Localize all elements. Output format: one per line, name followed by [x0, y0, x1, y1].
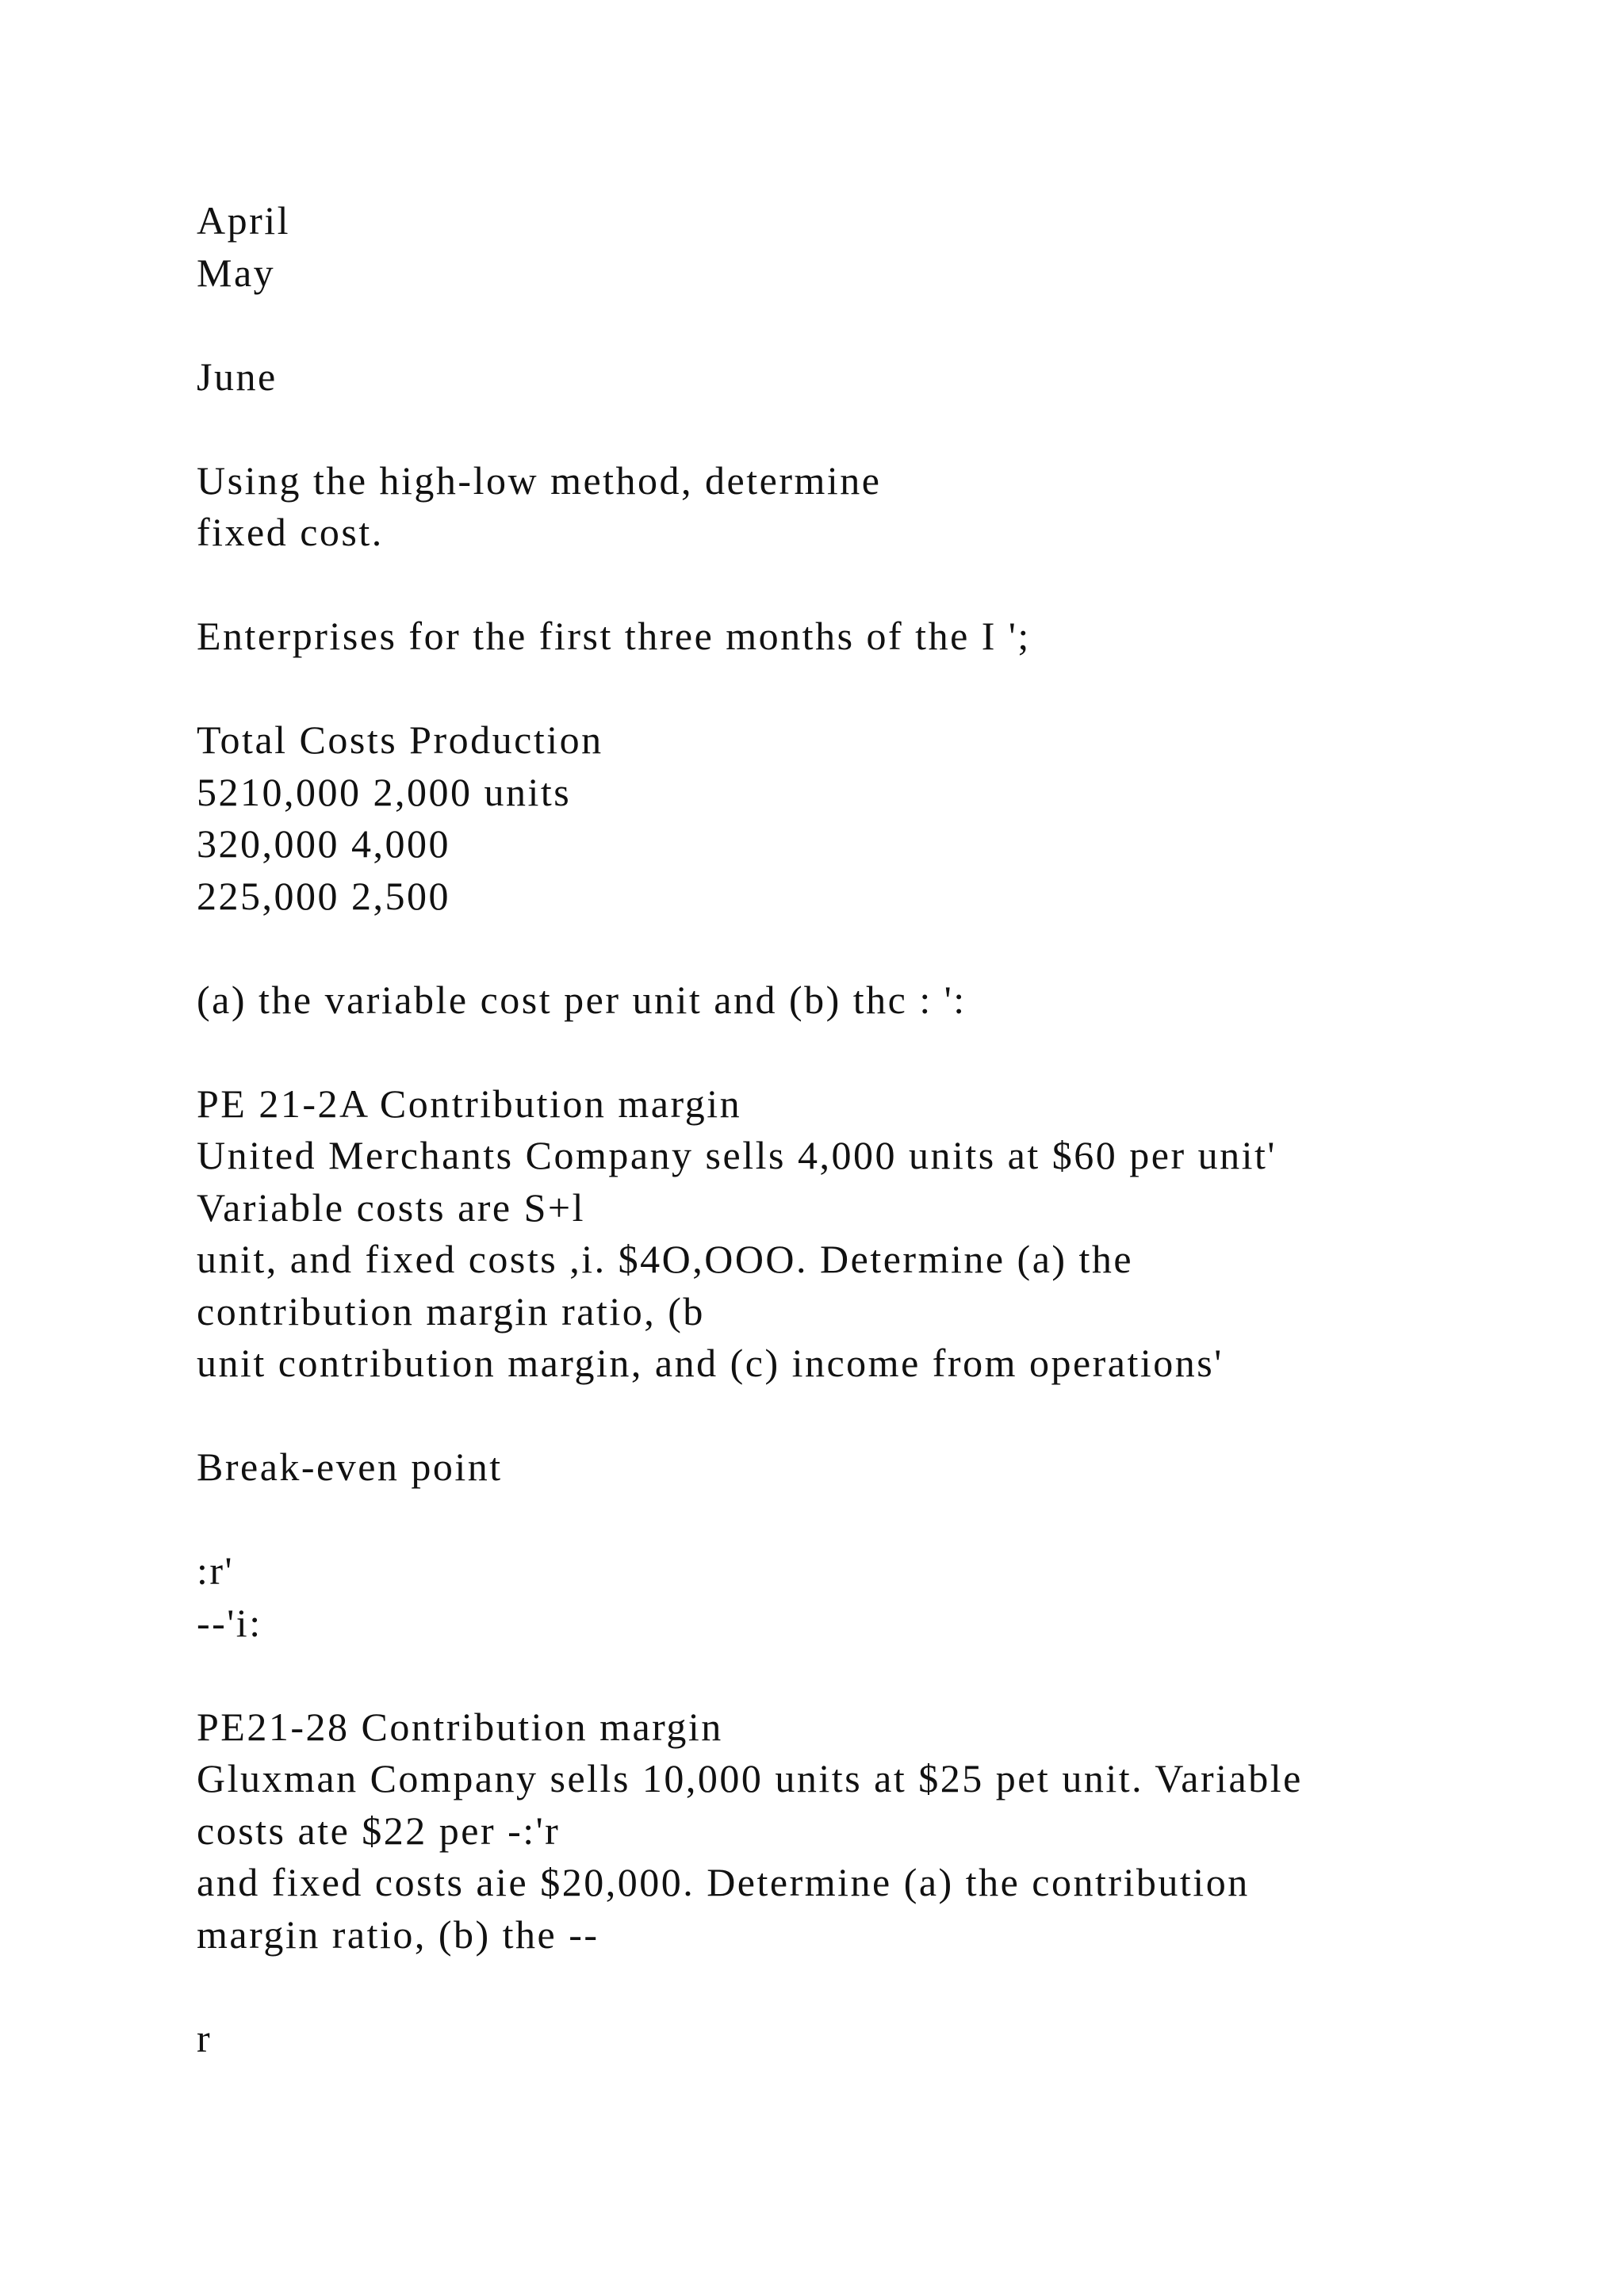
text-line-june: June	[197, 354, 278, 399]
blank-line	[197, 1026, 1545, 1078]
blank-line	[197, 299, 1545, 351]
text-line-variable-costs: Variable costs are S+l	[197, 1184, 586, 1230]
text-line-break-even: Break-even point	[197, 1445, 503, 1489]
text-line-margin-ratio: margin ratio, (b) the --	[197, 1911, 599, 1957]
text-line-fixed-costs: unit, and fixed costs ,i. $4O,OOO. Determine (a) the	[197, 1237, 1134, 1281]
text-line-pe-21-2a-heading: PE 21-2A Contribution margin	[197, 1081, 742, 1126]
blank-line	[197, 1494, 1545, 1546]
text-line-fixed-costs-aie: and fixed costs aie $20,000. Determine (a) the contribution	[197, 1860, 1250, 1904]
blank-line	[197, 663, 1545, 715]
text-line-unit-cm: unit contribution margin, and (c) income from operations'	[197, 1341, 1224, 1385]
text-line-data-row-1: 5210,000 2,000 units	[197, 769, 572, 814]
text-line-variable-cost-question: (a) the variable cost per unit and (b) thc : ':	[197, 977, 967, 1022]
blank-line	[197, 1961, 1545, 2013]
text-line-costs-ate: costs ate $22 per -:'r	[197, 1808, 561, 1853]
text-line-table-header: Total Costs Production	[197, 718, 603, 762]
text-line-cm-ratio: contribution margin ratio, (b	[197, 1288, 705, 1334]
text-line-artifact-2: --'i:	[197, 1600, 262, 1645]
text-line-may: May	[197, 250, 276, 295]
blank-line	[197, 403, 1545, 455]
document-body	[197, 195, 1545, 2064]
text-line-artifact-1: :r'	[197, 1548, 235, 1593]
text-line-enterprises: Enterprises for the first three months of the I ';	[197, 614, 1031, 658]
text-line-united-merchants: United Merchants Company sells 4,000 units at $60 per unit'	[197, 1133, 1277, 1177]
blank-line	[197, 559, 1545, 611]
text-line-fixed-cost: fixed cost.	[197, 510, 384, 554]
text-line-gluxman: Gluxman Company sells 10,000 units at $25 pet unit. Variable	[197, 1756, 1303, 1800]
text-line-trailing-r: r	[197, 2015, 213, 2061]
text-line-high-low-method: Using the high-low method, determine	[197, 457, 882, 503]
text-line-data-row-2: 320,000 4,000	[197, 821, 450, 866]
text-line-pe21-28-heading: PE21-28 Contribution margin	[197, 1704, 723, 1749]
text-line-april: April	[197, 198, 291, 243]
blank-line	[197, 922, 1545, 974]
blank-line	[197, 1390, 1545, 1442]
text-line-data-row-3: 225,000 2,500	[197, 873, 450, 918]
blank-line	[197, 1649, 1545, 1701]
